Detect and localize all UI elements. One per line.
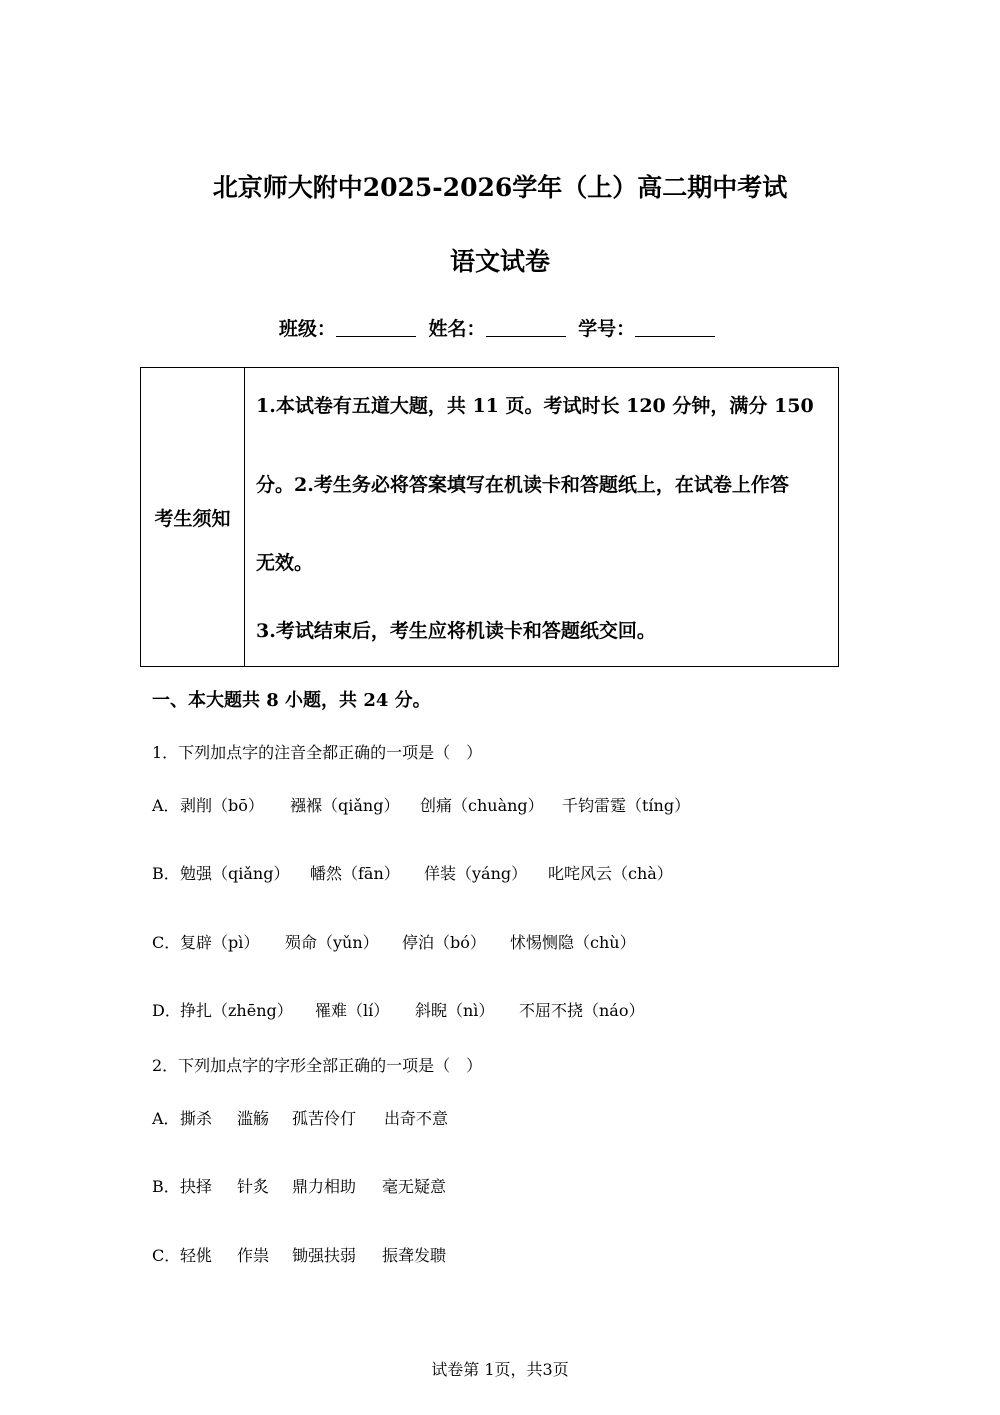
option-item: 鼎力相助 (292, 1177, 357, 1196)
section-heading: 一、本大题共 8 小题，共 24 分。 (152, 690, 431, 711)
option-letter: B． (152, 1177, 180, 1196)
option-item: 孤苦伶仃 (292, 1109, 357, 1128)
name-blank[interactable] (486, 318, 566, 337)
option-item: 出奇不意 (384, 1109, 449, 1128)
exam-subtitle: 语文试卷 (449, 247, 550, 276)
option-item: 殒命（yǔn） (285, 933, 379, 952)
option-item: 撕杀 (180, 1109, 213, 1128)
option-item: 锄强扶弱 (292, 1246, 357, 1265)
option-row[interactable] (152, 1174, 447, 1197)
option-item: 针炙 (237, 1177, 270, 1196)
option-item: 复辟（pì） (180, 933, 260, 952)
notice-line: 分。2.考生务必将答案填写在机读卡和答题纸上，在试卷上作答 (256, 474, 789, 496)
notice-label: 考生须知 (141, 368, 245, 666)
option-item: 滥觞 (237, 1109, 270, 1128)
question-stem: 2．下列加点字的字形全部正确的一项是（ ） (152, 1056, 483, 1075)
option-row[interactable] (152, 1106, 449, 1129)
student-info-line (0, 314, 1000, 341)
option-item: 不屈不挠（náo） (519, 1001, 645, 1020)
option-item: 勉强（qiǎng） (180, 864, 290, 883)
notice-line: 3.考试结束后，考生应将机读卡和答题纸交回。 (256, 620, 656, 642)
option-letter: A． (152, 1109, 180, 1128)
option-item: 幡然（fān） (310, 864, 400, 883)
option-letter: B． (152, 864, 180, 883)
exam-title: 北京师大附中2025-2026学年（上）高二期中考试 (212, 173, 788, 202)
option-item: 罹难（lí） (315, 1001, 390, 1020)
option-letter: A． (152, 796, 180, 815)
option-row[interactable] (152, 1243, 447, 1266)
option-item: 剥削（bō） (180, 796, 264, 815)
notice-line: 无效。 (256, 552, 314, 574)
class-label: 班级： (278, 318, 336, 340)
id-label: 学号： (578, 318, 636, 340)
option-letter: C． (152, 1246, 181, 1265)
option-item: 停泊（bó） (402, 933, 486, 952)
option-item: 毫无疑意 (382, 1177, 447, 1196)
option-row[interactable] (152, 861, 673, 884)
option-item: 千钧雷霆（tíng） (562, 796, 691, 815)
option-item: 作祟 (237, 1246, 270, 1265)
option-row[interactable] (152, 793, 691, 816)
class-blank[interactable] (336, 318, 416, 337)
option-item: 佯装（yáng） (424, 864, 528, 883)
name-label: 姓名： (428, 318, 486, 340)
option-item: 抉择 (180, 1177, 213, 1196)
option-item: 叱咤风云（chà） (548, 864, 673, 883)
option-letter: C． (152, 933, 181, 952)
notice-line: 1.本试卷有五道大题，共 11 页。考试时长 120 分钟，满分 150 (256, 395, 814, 417)
option-item: 轻佻 (180, 1246, 213, 1265)
option-item: 斜睨（nì） (415, 1001, 495, 1020)
page-footer: 试卷第 1页，共3页 (431, 1360, 569, 1379)
option-item: 振聋发聩 (382, 1246, 447, 1265)
option-item: 襁褓（qiǎng） (290, 796, 400, 815)
option-item: 怵惕恻隐（chù） (510, 933, 636, 952)
id-blank[interactable] (635, 318, 715, 337)
option-item: 创痛（chuàng） (420, 796, 544, 815)
option-letter: D． (152, 1001, 181, 1020)
option-row[interactable] (152, 998, 645, 1021)
question-stem: 1．下列加点字的注音全都正确的一项是（ ） (152, 743, 483, 762)
notice-table (140, 367, 839, 667)
option-row[interactable] (152, 930, 636, 953)
option-item: 挣扎（zhēng） (180, 1001, 293, 1020)
